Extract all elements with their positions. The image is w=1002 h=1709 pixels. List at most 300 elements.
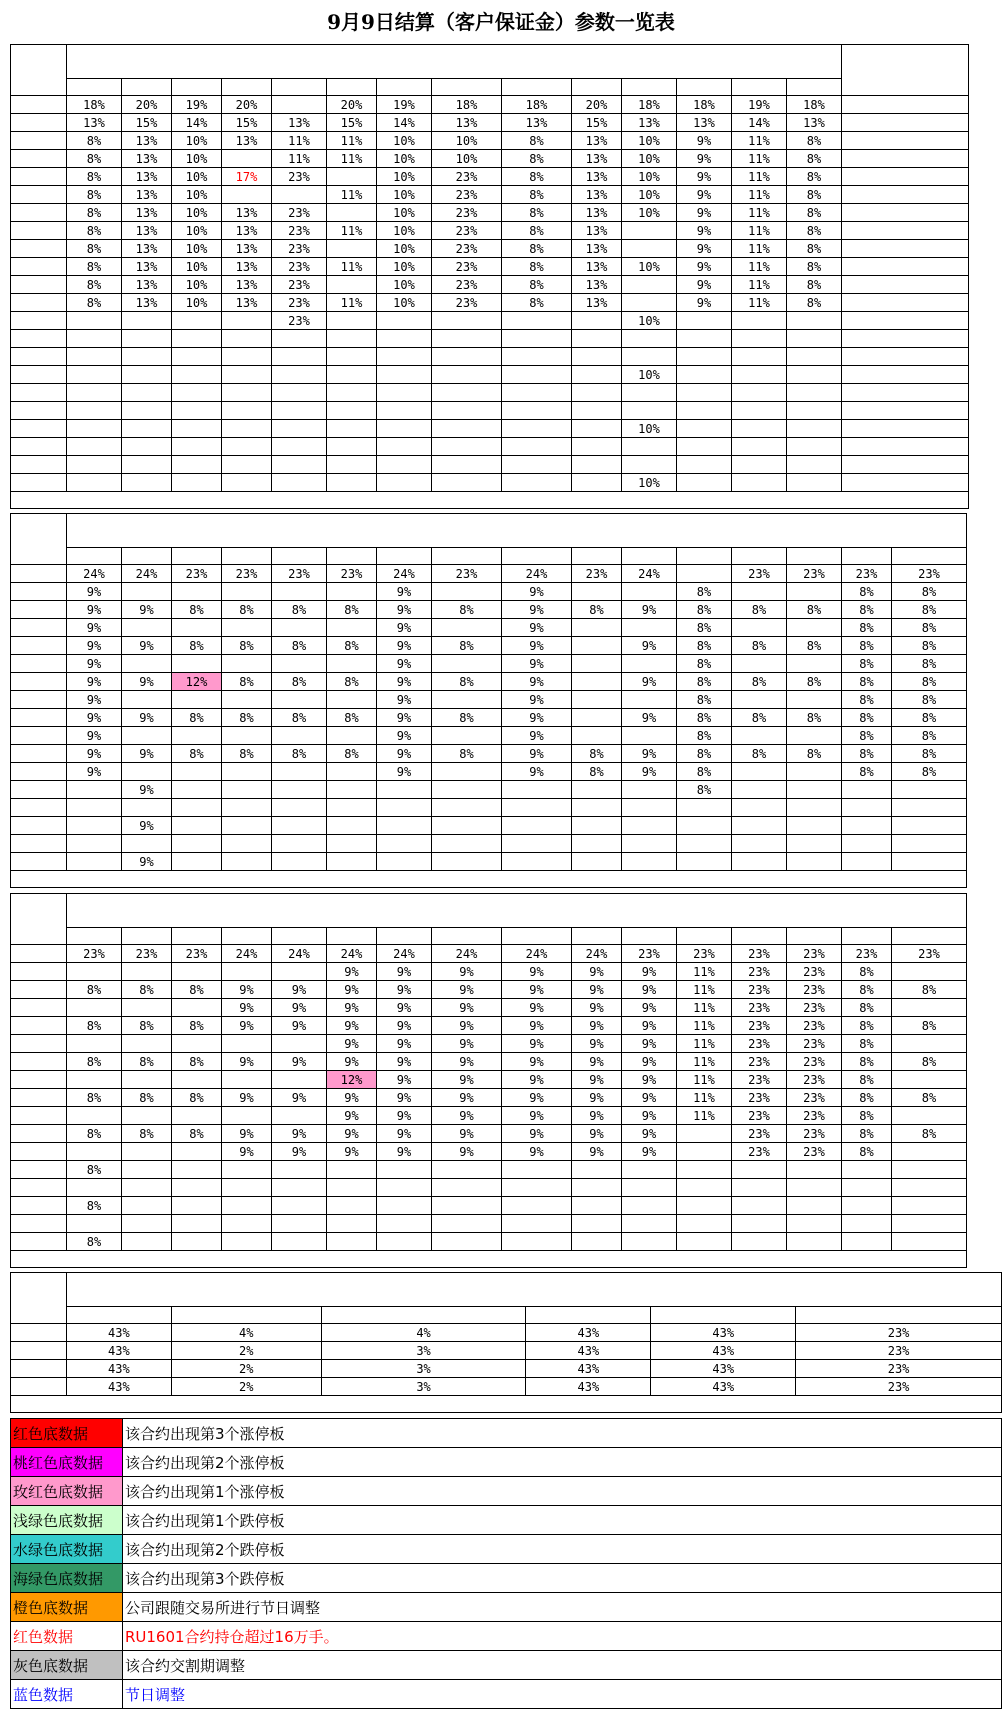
- margin-cell: 9%: [432, 1035, 502, 1053]
- margin-cell: 8%: [122, 981, 172, 999]
- margin-cell: 18%: [432, 96, 502, 114]
- margin-cell: 9%: [377, 963, 432, 981]
- margin-cell: [377, 474, 432, 492]
- margin-cell: [677, 1143, 732, 1161]
- margin-cell: [122, 474, 172, 492]
- margin-cell: 13%: [572, 294, 622, 312]
- table-row: [11, 240, 969, 258]
- period-cell: [11, 709, 67, 727]
- margin-cell: [732, 619, 787, 637]
- margin-cell: 8%: [677, 745, 732, 763]
- margin-cell: [272, 1233, 327, 1251]
- margin-cell: [787, 817, 842, 835]
- blank-cell: [842, 330, 969, 348]
- period-cell: [11, 186, 67, 204]
- margin-cell: [787, 619, 842, 637]
- margin-cell: 13%: [572, 186, 622, 204]
- margin-cell: [172, 963, 222, 981]
- margin-cell: 9%: [502, 601, 572, 619]
- margin-cell: 9%: [622, 637, 677, 655]
- margin-cell: [377, 366, 432, 384]
- margin-cell: [502, 1179, 572, 1197]
- margin-cell: 8%: [172, 601, 222, 619]
- margin-cell: 9%: [67, 601, 122, 619]
- margin-cell: 11%: [677, 981, 732, 999]
- margin-cell: 9%: [67, 619, 122, 637]
- margin-cell: 8%: [67, 1233, 122, 1251]
- margin-cell: 10%: [622, 186, 677, 204]
- margin-cell: 9%: [122, 745, 172, 763]
- margin-cell: 8%: [892, 583, 967, 601]
- margin-cell: 9%: [327, 1107, 377, 1125]
- margin-cell: [732, 384, 787, 402]
- margin-cell: 20%: [122, 96, 172, 114]
- margin-cell: 8%: [677, 673, 732, 691]
- margin-cell: [432, 438, 502, 456]
- blank-cell: [842, 258, 969, 276]
- table-row: [11, 258, 969, 276]
- margin-cell: 8%: [327, 709, 377, 727]
- margin-cell: [272, 1161, 327, 1179]
- margin-cell: [502, 1215, 572, 1233]
- margin-cell: [172, 799, 222, 817]
- margin-cell: 8%: [502, 258, 572, 276]
- margin-cell: 23%: [787, 1107, 842, 1125]
- margin-cell: 9%: [377, 637, 432, 655]
- margin-cell: [572, 384, 622, 402]
- margin-cell: 23%: [272, 294, 327, 312]
- table-row: [11, 456, 969, 474]
- margin-cell: 9%: [502, 1143, 572, 1161]
- margin-cell: 8%: [67, 1197, 122, 1215]
- margin-cell: [622, 330, 677, 348]
- margin-cell: 10%: [172, 294, 222, 312]
- margin-cell: [327, 348, 377, 366]
- margin-cell: 11%: [327, 186, 377, 204]
- margin-cell: [622, 1161, 677, 1179]
- margin-cell: [222, 348, 272, 366]
- margin-cell: 8%: [787, 168, 842, 186]
- margin-cell: 10%: [377, 186, 432, 204]
- margin-cell: [122, 835, 172, 853]
- margin-cell: 15%: [122, 114, 172, 132]
- table-row: [11, 655, 967, 673]
- table-row: [11, 132, 969, 150]
- margin-cell: 9%: [432, 963, 502, 981]
- margin-cell: 13%: [572, 276, 622, 294]
- margin-cell: 8%: [572, 763, 622, 781]
- margin-cell: [892, 1179, 967, 1197]
- margin-cell: 8%: [842, 1089, 892, 1107]
- margin-cell: 9%: [377, 999, 432, 1017]
- table-row: [11, 691, 967, 709]
- margin-cell: [327, 817, 377, 835]
- margin-cell: 8%: [502, 240, 572, 258]
- margin-cell: 9%: [122, 637, 172, 655]
- margin-cell: 13%: [122, 276, 172, 294]
- margin-cell: 8%: [842, 1125, 892, 1143]
- table-row: [11, 1197, 967, 1215]
- margin-cell: [67, 420, 122, 438]
- period-cell: [11, 1215, 67, 1233]
- period-cell: [11, 1143, 67, 1161]
- margin-cell: 8%: [842, 637, 892, 655]
- margin-cell: [732, 438, 787, 456]
- margin-cell: [222, 312, 272, 330]
- dce-product-header: [732, 928, 787, 945]
- margin-cell: 8%: [892, 763, 967, 781]
- table-row: [11, 1071, 967, 1089]
- margin-cell: 9%: [222, 1053, 272, 1071]
- margin-cell: [272, 619, 327, 637]
- margin-cell: 23%: [432, 276, 502, 294]
- margin-cell: 8%: [787, 601, 842, 619]
- margin-cell: 8%: [172, 709, 222, 727]
- period-cell: [11, 1342, 67, 1360]
- margin-cell: 9%: [502, 745, 572, 763]
- blank-cell: [842, 96, 969, 114]
- margin-cell: [377, 1179, 432, 1197]
- period-cell: [11, 817, 67, 835]
- margin-cell: 8%: [122, 1053, 172, 1071]
- margin-cell: [222, 799, 272, 817]
- margin-cell: 18%: [677, 96, 732, 114]
- margin-cell: 9%: [67, 655, 122, 673]
- margin-cell: 8%: [272, 601, 327, 619]
- margin-cell: [572, 474, 622, 492]
- margin-cell: 10%: [377, 150, 432, 168]
- margin-cell: [67, 384, 122, 402]
- margin-cell: 9%: [377, 583, 432, 601]
- margin-cell: 11%: [732, 258, 787, 276]
- margin-cell: 9%: [677, 150, 732, 168]
- margin-cell: 8%: [172, 1053, 222, 1071]
- margin-cell: [172, 1161, 222, 1179]
- margin-cell: 9%: [327, 1035, 377, 1053]
- margin-cell: [272, 655, 327, 673]
- shfe-product-header: [122, 79, 172, 96]
- margin-cell: 13%: [122, 186, 172, 204]
- table-row: [11, 114, 969, 132]
- margin-cell: [732, 456, 787, 474]
- margin-cell: 23%: [787, 1035, 842, 1053]
- margin-cell: 23%: [732, 963, 787, 981]
- margin-cell: [732, 474, 787, 492]
- dce-product-header: [892, 928, 967, 945]
- legend-description: 该合约交割期调整: [122, 1651, 1001, 1680]
- margin-cell: 13%: [222, 258, 272, 276]
- legend-description: 该合约出现第2个跌停板: [122, 1535, 1001, 1564]
- margin-cell: 9%: [677, 276, 732, 294]
- table-row: [11, 294, 969, 312]
- margin-cell: 8%: [842, 999, 892, 1017]
- margin-cell: 10%: [172, 240, 222, 258]
- margin-cell: 9%: [432, 1089, 502, 1107]
- margin-cell: [787, 330, 842, 348]
- spacer-row: [11, 492, 969, 509]
- margin-cell: 43%: [66, 1342, 171, 1360]
- margin-cell: [432, 1197, 502, 1215]
- blank-cell: [842, 150, 969, 168]
- table-row: [11, 673, 967, 691]
- margin-cell: 43%: [526, 1324, 651, 1342]
- margin-cell: 9%: [502, 691, 572, 709]
- czce-product-header: [622, 548, 677, 565]
- margin-cell: 24%: [67, 565, 122, 583]
- period-cell: [11, 114, 67, 132]
- margin-cell: 9%: [572, 1071, 622, 1089]
- margin-cell: 23%: [732, 1053, 787, 1071]
- margin-cell: [122, 1161, 172, 1179]
- margin-cell: 23%: [432, 258, 502, 276]
- shfe-product-header: [377, 79, 432, 96]
- margin-cell: [377, 456, 432, 474]
- legend-description: 该合约出现第1个涨停板: [122, 1477, 1001, 1506]
- margin-cell: [327, 691, 377, 709]
- margin-cell: 9%: [677, 186, 732, 204]
- table-row: [11, 619, 967, 637]
- margin-cell: 8%: [572, 601, 622, 619]
- margin-cell: 43%: [526, 1360, 651, 1378]
- period-cell: [11, 583, 67, 601]
- margin-cell: 13%: [122, 168, 172, 186]
- margin-cell: 11%: [327, 222, 377, 240]
- margin-cell: [377, 330, 432, 348]
- legend-swatch: 红色底数据: [11, 1419, 123, 1448]
- margin-cell: 43%: [651, 1378, 796, 1396]
- margin-cell: 8%: [327, 637, 377, 655]
- margin-cell: 10%: [622, 132, 677, 150]
- margin-cell: [377, 384, 432, 402]
- shfe-product-header: [787, 79, 842, 96]
- blank-cell: [842, 240, 969, 258]
- shfe-product-header: [222, 79, 272, 96]
- margin-cell: 9%: [327, 1143, 377, 1161]
- legend-description: 该合约出现第3个跌停板: [122, 1564, 1001, 1593]
- table-row: [11, 1179, 967, 1197]
- margin-cell: [172, 366, 222, 384]
- margin-cell: [572, 637, 622, 655]
- margin-cell: [622, 781, 677, 799]
- margin-cell: [502, 402, 572, 420]
- margin-cell: 13%: [502, 114, 572, 132]
- margin-cell: [502, 366, 572, 384]
- margin-cell: 8%: [732, 709, 787, 727]
- margin-cell: [222, 853, 272, 871]
- margin-cell: [327, 168, 377, 186]
- margin-cell: 8%: [272, 637, 327, 655]
- margin-cell: [327, 456, 377, 474]
- margin-cell: [172, 1071, 222, 1089]
- margin-cell: 23%: [787, 981, 842, 999]
- margin-cell: [327, 655, 377, 673]
- margin-cell: [327, 853, 377, 871]
- margin-cell: [432, 853, 502, 871]
- margin-cell: [172, 420, 222, 438]
- margin-cell: [222, 763, 272, 781]
- margin-cell: [222, 619, 272, 637]
- czce-product-header: [172, 548, 222, 565]
- margin-cell: 9%: [67, 763, 122, 781]
- margin-cell: [622, 835, 677, 853]
- margin-cell: [327, 583, 377, 601]
- margin-cell: [892, 835, 967, 853]
- margin-cell: 8%: [842, 1053, 892, 1071]
- cffex-product-header: [526, 1307, 651, 1324]
- margin-cell: [572, 1233, 622, 1251]
- blank-cell: [842, 384, 969, 402]
- margin-cell: [892, 1107, 967, 1125]
- margin-cell: 23%: [732, 565, 787, 583]
- margin-cell: 2%: [171, 1378, 321, 1396]
- margin-cell: [787, 655, 842, 673]
- margin-cell: [222, 1107, 272, 1125]
- legend-row: [11, 1651, 1002, 1680]
- margin-cell: 8%: [787, 186, 842, 204]
- dce-product-header: [787, 928, 842, 945]
- margin-cell: [377, 1215, 432, 1233]
- margin-cell: [272, 781, 327, 799]
- margin-cell: [272, 348, 327, 366]
- margin-cell: 43%: [66, 1360, 171, 1378]
- margin-cell: [172, 474, 222, 492]
- margin-cell: [222, 1071, 272, 1089]
- margin-cell: [622, 348, 677, 366]
- margin-cell: 13%: [222, 294, 272, 312]
- margin-cell: [67, 366, 122, 384]
- cffex-exchange-title: [66, 1273, 1001, 1307]
- margin-cell: [842, 1179, 892, 1197]
- table-row: [11, 330, 969, 348]
- margin-cell: 23%: [732, 1035, 787, 1053]
- margin-cell: 8%: [842, 727, 892, 745]
- margin-cell: 9%: [677, 168, 732, 186]
- period-cell: [11, 1378, 67, 1396]
- margin-cell: [732, 655, 787, 673]
- margin-cell: 8%: [787, 294, 842, 312]
- margin-cell: 10%: [377, 132, 432, 150]
- margin-cell: [502, 1197, 572, 1215]
- margin-cell: [502, 438, 572, 456]
- margin-cell: [432, 763, 502, 781]
- margin-cell: [572, 1161, 622, 1179]
- margin-cell: [732, 853, 787, 871]
- czce-product-header: [377, 548, 432, 565]
- margin-cell: [122, 963, 172, 981]
- margin-cell: [572, 1179, 622, 1197]
- blank-cell: [842, 456, 969, 474]
- margin-cell: [377, 348, 432, 366]
- dce-product-header: [502, 928, 572, 945]
- margin-cell: [892, 1071, 967, 1089]
- margin-cell: [172, 312, 222, 330]
- margin-cell: 9%: [432, 1071, 502, 1089]
- margin-cell: 10%: [377, 258, 432, 276]
- margin-cell: [432, 474, 502, 492]
- dce-period-label: [11, 894, 67, 945]
- table-row: [11, 781, 967, 799]
- shfe-product-header: [732, 79, 787, 96]
- margin-cell: [172, 438, 222, 456]
- margin-cell: [677, 835, 732, 853]
- margin-cell: [787, 1179, 842, 1197]
- margin-cell: [122, 1143, 172, 1161]
- margin-cell: 23%: [622, 945, 677, 963]
- shfe-table: [10, 44, 969, 509]
- margin-cell: [502, 330, 572, 348]
- margin-cell: 9%: [502, 673, 572, 691]
- margin-cell: 23%: [122, 945, 172, 963]
- margin-cell: [572, 330, 622, 348]
- margin-cell: 23%: [787, 1071, 842, 1089]
- margin-cell: [172, 456, 222, 474]
- margin-cell: [67, 1179, 122, 1197]
- margin-cell: [502, 348, 572, 366]
- margin-cell: [222, 835, 272, 853]
- period-cell: [11, 258, 67, 276]
- margin-cell: 8%: [67, 1017, 122, 1035]
- margin-cell: 23%: [272, 312, 327, 330]
- margin-cell: 8%: [842, 709, 892, 727]
- margin-cell: 11%: [677, 1107, 732, 1125]
- margin-cell: [222, 330, 272, 348]
- margin-cell: 10%: [172, 186, 222, 204]
- margin-cell: 13%: [122, 132, 172, 150]
- margin-cell: 10%: [172, 258, 222, 276]
- margin-cell: 4%: [171, 1324, 321, 1342]
- dce-product-header: [67, 928, 122, 945]
- margin-cell: 8%: [677, 619, 732, 637]
- margin-cell: 8%: [842, 1071, 892, 1089]
- margin-cell: 8%: [122, 1017, 172, 1035]
- margin-cell: [787, 727, 842, 745]
- margin-cell: [732, 1233, 787, 1251]
- margin-cell: [842, 781, 892, 799]
- margin-cell: [222, 817, 272, 835]
- margin-cell: [432, 691, 502, 709]
- margin-cell: [272, 186, 327, 204]
- table-row: [11, 204, 969, 222]
- margin-cell: 9%: [677, 294, 732, 312]
- margin-cell: [572, 366, 622, 384]
- margin-cell: [677, 330, 732, 348]
- margin-cell: [222, 1035, 272, 1053]
- margin-cell: 8%: [572, 745, 622, 763]
- margin-cell: [502, 384, 572, 402]
- blank-cell: [842, 186, 969, 204]
- margin-cell: [272, 763, 327, 781]
- margin-cell: 9%: [502, 763, 572, 781]
- margin-cell: [572, 583, 622, 601]
- margin-cell: [677, 312, 732, 330]
- margin-cell: [677, 817, 732, 835]
- table-row: [11, 1053, 967, 1071]
- margin-cell: 9%: [67, 709, 122, 727]
- margin-cell: 43%: [66, 1324, 171, 1342]
- table-row: [11, 583, 967, 601]
- blank-cell: [842, 348, 969, 366]
- blank-cell: [842, 474, 969, 492]
- period-cell: [11, 799, 67, 817]
- margin-cell: [222, 456, 272, 474]
- margin-cell: [327, 438, 377, 456]
- margin-cell: [732, 312, 787, 330]
- margin-cell: 9%: [432, 1053, 502, 1071]
- period-cell: [11, 1035, 67, 1053]
- shfe-product-header: [67, 79, 122, 96]
- margin-cell: [222, 781, 272, 799]
- margin-cell: [677, 1215, 732, 1233]
